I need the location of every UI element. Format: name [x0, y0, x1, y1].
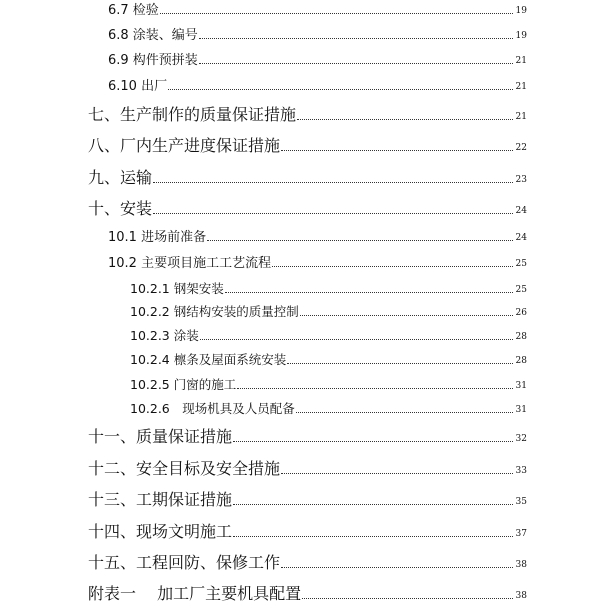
toc-entry-label: 6.10 出厂 [108, 79, 168, 94]
leader-dots [199, 63, 513, 64]
toc-page-number: 28 [515, 355, 527, 366]
leader-dots [281, 473, 513, 474]
leader-dots [200, 339, 513, 340]
toc-entry-10-2-4[interactable] [0, 354, 607, 367]
toc-entry-chapter-12[interactable] [0, 461, 607, 477]
toc-entry-chapter-13[interactable] [0, 492, 607, 508]
leader-dots [233, 504, 513, 505]
toc-entry-label: 十五、工程回防、保修工作 [88, 553, 281, 572]
leader-dots [287, 363, 513, 364]
leader-dots [225, 292, 513, 293]
toc-page-number: 21 [515, 82, 527, 92]
toc-entry-label: 10.2.3 涂装 [130, 328, 199, 343]
toc-entry-label: 10.1 进场前准备 [108, 230, 207, 245]
leader-dots [297, 119, 513, 120]
toc-entry-label: 十三、工期保证措施 [88, 490, 233, 509]
toc-entry-label: 10.2.6 现场机具及人员配备 [130, 401, 295, 416]
leader-dots [153, 213, 513, 214]
toc-page-number: 37 [515, 529, 527, 539]
toc-entry-label: 附表一 加工厂主要机具配置 [88, 584, 302, 603]
toc-entry-label: 十四、现场文明施工 [88, 522, 233, 541]
toc-page-number: 32 [515, 434, 527, 444]
toc-page-number: 38 [515, 560, 527, 570]
toc-page-number: 31 [515, 404, 527, 415]
toc-entry-label: 十一、质量保证措施 [88, 427, 233, 446]
toc-page-number: 21 [515, 112, 527, 122]
leader-dots [237, 388, 513, 389]
leader-dots [160, 13, 513, 14]
toc-entry-10-2-1[interactable] [0, 283, 607, 296]
toc-page-number: 25 [515, 259, 527, 269]
toc-entry-10-2-5[interactable] [0, 379, 607, 392]
leader-dots [233, 536, 513, 537]
toc-entry-chapter-14[interactable] [0, 524, 607, 540]
toc-page-number: 23 [515, 175, 527, 185]
toc-page-number: 35 [515, 497, 527, 507]
toc-entry-label: 6.7 检验 [108, 3, 159, 18]
toc-entry-chapter-8[interactable] [0, 138, 607, 154]
toc-entry-6-10[interactable] [0, 80, 607, 93]
leader-dots [281, 567, 513, 568]
leader-dots [272, 266, 513, 267]
toc-entry-label: 6.9 构件预拼装 [108, 53, 198, 68]
toc-page-number: 24 [515, 233, 527, 243]
toc-entry-chapter-15[interactable] [0, 555, 607, 571]
toc-entry-10-1[interactable] [0, 231, 607, 244]
toc-page-number: 19 [515, 31, 527, 41]
toc-entry-6-9[interactable] [0, 54, 607, 67]
toc-entry-label: 十、安装 [88, 199, 153, 218]
toc-page-number: 26 [515, 307, 527, 318]
toc-page-number: 21 [515, 56, 527, 66]
leader-dots [168, 89, 513, 90]
toc-page-number: 24 [515, 206, 527, 216]
toc-entry-label: 九、运输 [88, 168, 153, 187]
leader-dots [207, 240, 513, 241]
toc-entry-label: 八、厂内生产进度保证措施 [88, 136, 281, 155]
toc-entry-chapter-11[interactable] [0, 429, 607, 445]
toc-entry-6-7[interactable] [0, 4, 607, 17]
toc-page-number: 31 [515, 380, 527, 391]
toc-entry-label: 10.2.2 钢结构安装的质量控制 [130, 304, 299, 319]
toc-page-number: 38 [515, 591, 527, 601]
toc-entry-chapter-9[interactable] [0, 170, 607, 186]
toc-page-number: 33 [515, 466, 527, 476]
toc-page-number: 25 [515, 284, 527, 295]
toc-entry-label: 10.2.4 檩条及屋面系统安装 [130, 352, 287, 367]
toc-entry-10-2-2[interactable] [0, 306, 607, 319]
leader-dots [300, 315, 513, 316]
toc-entry-label: 10.2.1 钢架安装 [130, 281, 224, 296]
leader-dots [153, 182, 513, 183]
toc-page-number: 28 [515, 331, 527, 342]
toc-entry-appendix-1[interactable] [0, 586, 607, 602]
leader-dots [302, 598, 513, 599]
toc-entry-6-8[interactable] [0, 29, 607, 42]
toc-entry-label: 10.2 主要项目施工工艺流程 [108, 256, 272, 271]
leader-dots [233, 441, 513, 442]
toc-entry-10-2-3[interactable] [0, 330, 607, 343]
toc-entry-label: 10.2.5 门窗的施工 [130, 377, 237, 392]
toc-entry-chapter-10[interactable] [0, 201, 607, 217]
leader-dots [199, 38, 513, 39]
toc-page-number: 19 [515, 6, 527, 16]
toc-entry-label: 十二、安全目标及安全措施 [88, 459, 281, 478]
toc-entry-10-2-6[interactable] [0, 403, 607, 416]
toc-entry-10-2[interactable] [0, 257, 607, 270]
toc-entry-label: 七、生产制作的质量保证措施 [88, 105, 297, 124]
toc-entry-label: 6.8 涂装、编号 [108, 28, 198, 43]
toc-page-number: 22 [515, 143, 527, 153]
leader-dots [281, 150, 513, 151]
leader-dots [296, 412, 513, 413]
toc-entry-chapter-7[interactable] [0, 107, 607, 123]
